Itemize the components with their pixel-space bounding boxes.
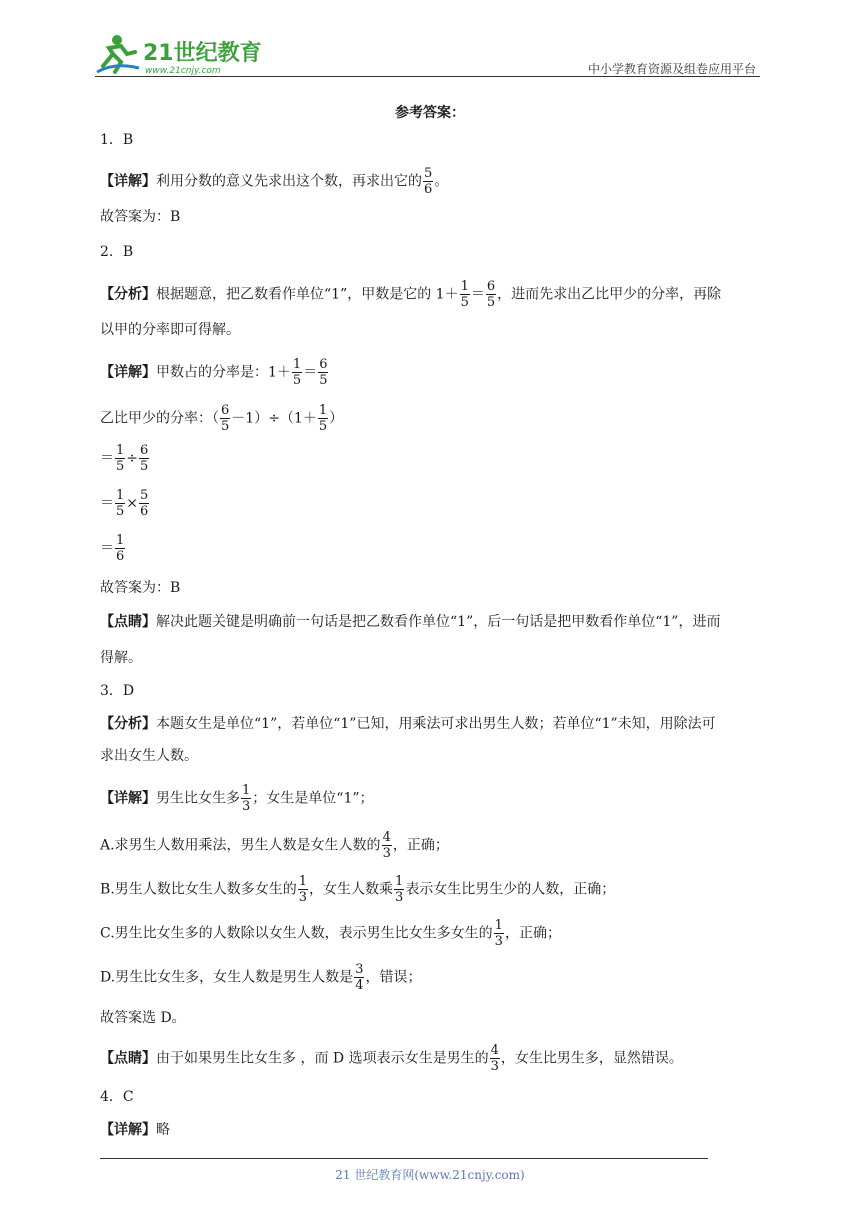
q3-conclusion: 故答案选 D。: [100, 1010, 186, 1026]
step-text: －1）÷（1＋: [231, 410, 317, 427]
fraction: $\frac{6}{5}$: [140, 443, 149, 474]
q2-analysis-text-2: ，进而先求出乙比甲少的分率，再除: [497, 286, 722, 303]
q3-note: [100, 1043, 683, 1074]
q2-answer: 2．B: [100, 244, 134, 260]
fraction: $\frac{1}{6}$: [116, 533, 125, 564]
fraction: $\frac{1}{5}$: [460, 279, 469, 310]
option-text: ，正确；: [392, 837, 449, 854]
detail-tag: 【详解】: [100, 364, 156, 381]
q2-step3: [100, 533, 126, 564]
q3-option-c: [100, 918, 561, 949]
operator: ×: [126, 495, 139, 512]
fraction: $\frac{5}{6}$: [140, 488, 149, 519]
option-text: A.求男生人数用乘法，男生人数是女生人数的: [100, 837, 381, 854]
q4-detail: [100, 1120, 170, 1140]
detail-tag: 【详解】: [100, 1122, 156, 1138]
header-right-text: 中小学教育资源及组卷应用平台: [587, 62, 756, 76]
option-text: D.男生比女生多，女生人数是男生人数是: [100, 969, 354, 986]
q1-detail-text: 利用分数的意义先求出这个数，再求出它的: [156, 173, 422, 190]
q3-option-b: [100, 874, 615, 905]
option-text: B.男生人数比女生人数多女生的: [100, 881, 297, 898]
runner-logo-icon: [95, 32, 265, 76]
q3-detail-end: ；女生是单位“1”；: [252, 790, 374, 807]
fraction: $\frac{6}{5}$: [486, 279, 496, 310]
option-text: 表示女生比男生少的人数，正确；: [405, 881, 616, 898]
equals: ＝: [100, 495, 114, 512]
q2-note: [100, 612, 720, 632]
step-text: ）: [329, 410, 344, 427]
equals: ＝: [470, 286, 485, 303]
fraction: $\frac{5}{6}$: [424, 166, 433, 197]
q2-note-text: 解决此题关键是明确前一句话是把乙数看作单位“1”，后一句话是把甲数看作单位“1”，进而: [156, 614, 721, 630]
equals: ＝: [303, 364, 318, 381]
q3-note-end: ，女生比男生多，显然错误。: [500, 1050, 683, 1067]
note-tag: 【点睛】: [100, 1050, 156, 1067]
page-title: 参考答案：: [395, 105, 465, 121]
q3-option-d: [100, 962, 421, 993]
q2-step1: [100, 443, 150, 474]
q3-analysis-cont: 求出女生人数。: [100, 748, 198, 764]
operator: ÷: [126, 450, 139, 467]
logo-text: 21世纪教育: [143, 41, 262, 66]
fraction: $\frac{4}{3}$: [490, 1043, 499, 1074]
footer-link[interactable]: 21 世纪教育网(www.21cnjy.com): [335, 1168, 525, 1182]
fraction: $\frac{1}{5}$: [292, 357, 302, 388]
detail-tag: 【详解】: [100, 173, 156, 190]
q1-detail-end: 。: [434, 173, 449, 190]
fraction: $\frac{6}{5}$: [319, 357, 328, 388]
equals: ＝: [100, 450, 114, 467]
q4-detail-text: 略: [156, 1122, 170, 1138]
q3-detail-text: 男生比女生多: [156, 790, 240, 807]
q4-answer: 4．C: [100, 1089, 134, 1105]
logo: [95, 32, 265, 76]
header-rule: [95, 76, 760, 77]
fraction: $\frac{1}{5}$: [318, 403, 328, 434]
q3-option-a: [100, 830, 449, 861]
fraction: $\frac{1}{3}$: [298, 874, 308, 905]
q2-analysis: [100, 279, 721, 310]
q3-answer: 3．D: [100, 683, 135, 699]
fraction: $\frac{3}{4}$: [355, 962, 364, 993]
option-text: ，女生人数乘: [309, 881, 394, 898]
q1-answer: 1．B: [100, 132, 134, 148]
fraction: $\frac{1}{3}$: [395, 874, 404, 905]
q2-analysis-text: 根据题意，把乙数看作单位“1”，甲数是它的 1＋: [156, 286, 459, 303]
q2-detail-text: 甲数占的分率是：1＋: [156, 364, 291, 381]
note-tag: 【点睛】: [100, 614, 156, 630]
q2-step2: [100, 488, 150, 519]
q3-note-text: 由于如果男生比女生多 ，而 D 选项表示女生是男生的: [156, 1050, 489, 1067]
analysis-tag: 【分析】: [100, 716, 156, 732]
fraction: $\frac{1}{5}$: [116, 443, 125, 474]
fraction: $\frac{6}{5}$: [221, 403, 230, 434]
q2-conclusion: 故答案为：B: [100, 580, 181, 596]
q2-step0: [100, 403, 343, 434]
q3-analysis-text: 本题女生是单位“1”，若单位“1”已知，用乘法可求出男生人数；若单位“1”未知，用除法可: [156, 716, 716, 732]
fraction: $\frac{4}{3}$: [382, 830, 391, 861]
q2-note-cont: 得解。: [100, 650, 142, 666]
logo-url: www.21cnjy.com: [145, 66, 221, 76]
option-text: ，正确；: [504, 925, 561, 942]
q2-detail: [100, 357, 329, 388]
q3-analysis: [100, 714, 716, 734]
option-text: ，错误；: [365, 969, 422, 986]
option-text: C.男生比女生多的人数除以女生人数，表示男生比女生多女生的: [100, 925, 493, 942]
fraction: $\frac{1}{3}$: [494, 918, 503, 949]
q1-detail: [100, 166, 448, 197]
analysis-tag: 【分析】: [100, 286, 156, 303]
equals: ＝: [100, 540, 114, 557]
detail-tag: 【详解】: [100, 790, 156, 807]
q1-conclusion: 故答案为：B: [100, 209, 181, 225]
q3-detail: [100, 783, 374, 814]
q2-analysis-cont: 以甲的分率即可得解。: [100, 322, 240, 338]
step-text: 乙比甲少的分率：（: [100, 410, 219, 427]
fraction: $\frac{1}{3}$: [242, 783, 251, 814]
fraction: $\frac{1}{5}$: [116, 488, 125, 519]
footer-rule: [100, 1158, 708, 1159]
